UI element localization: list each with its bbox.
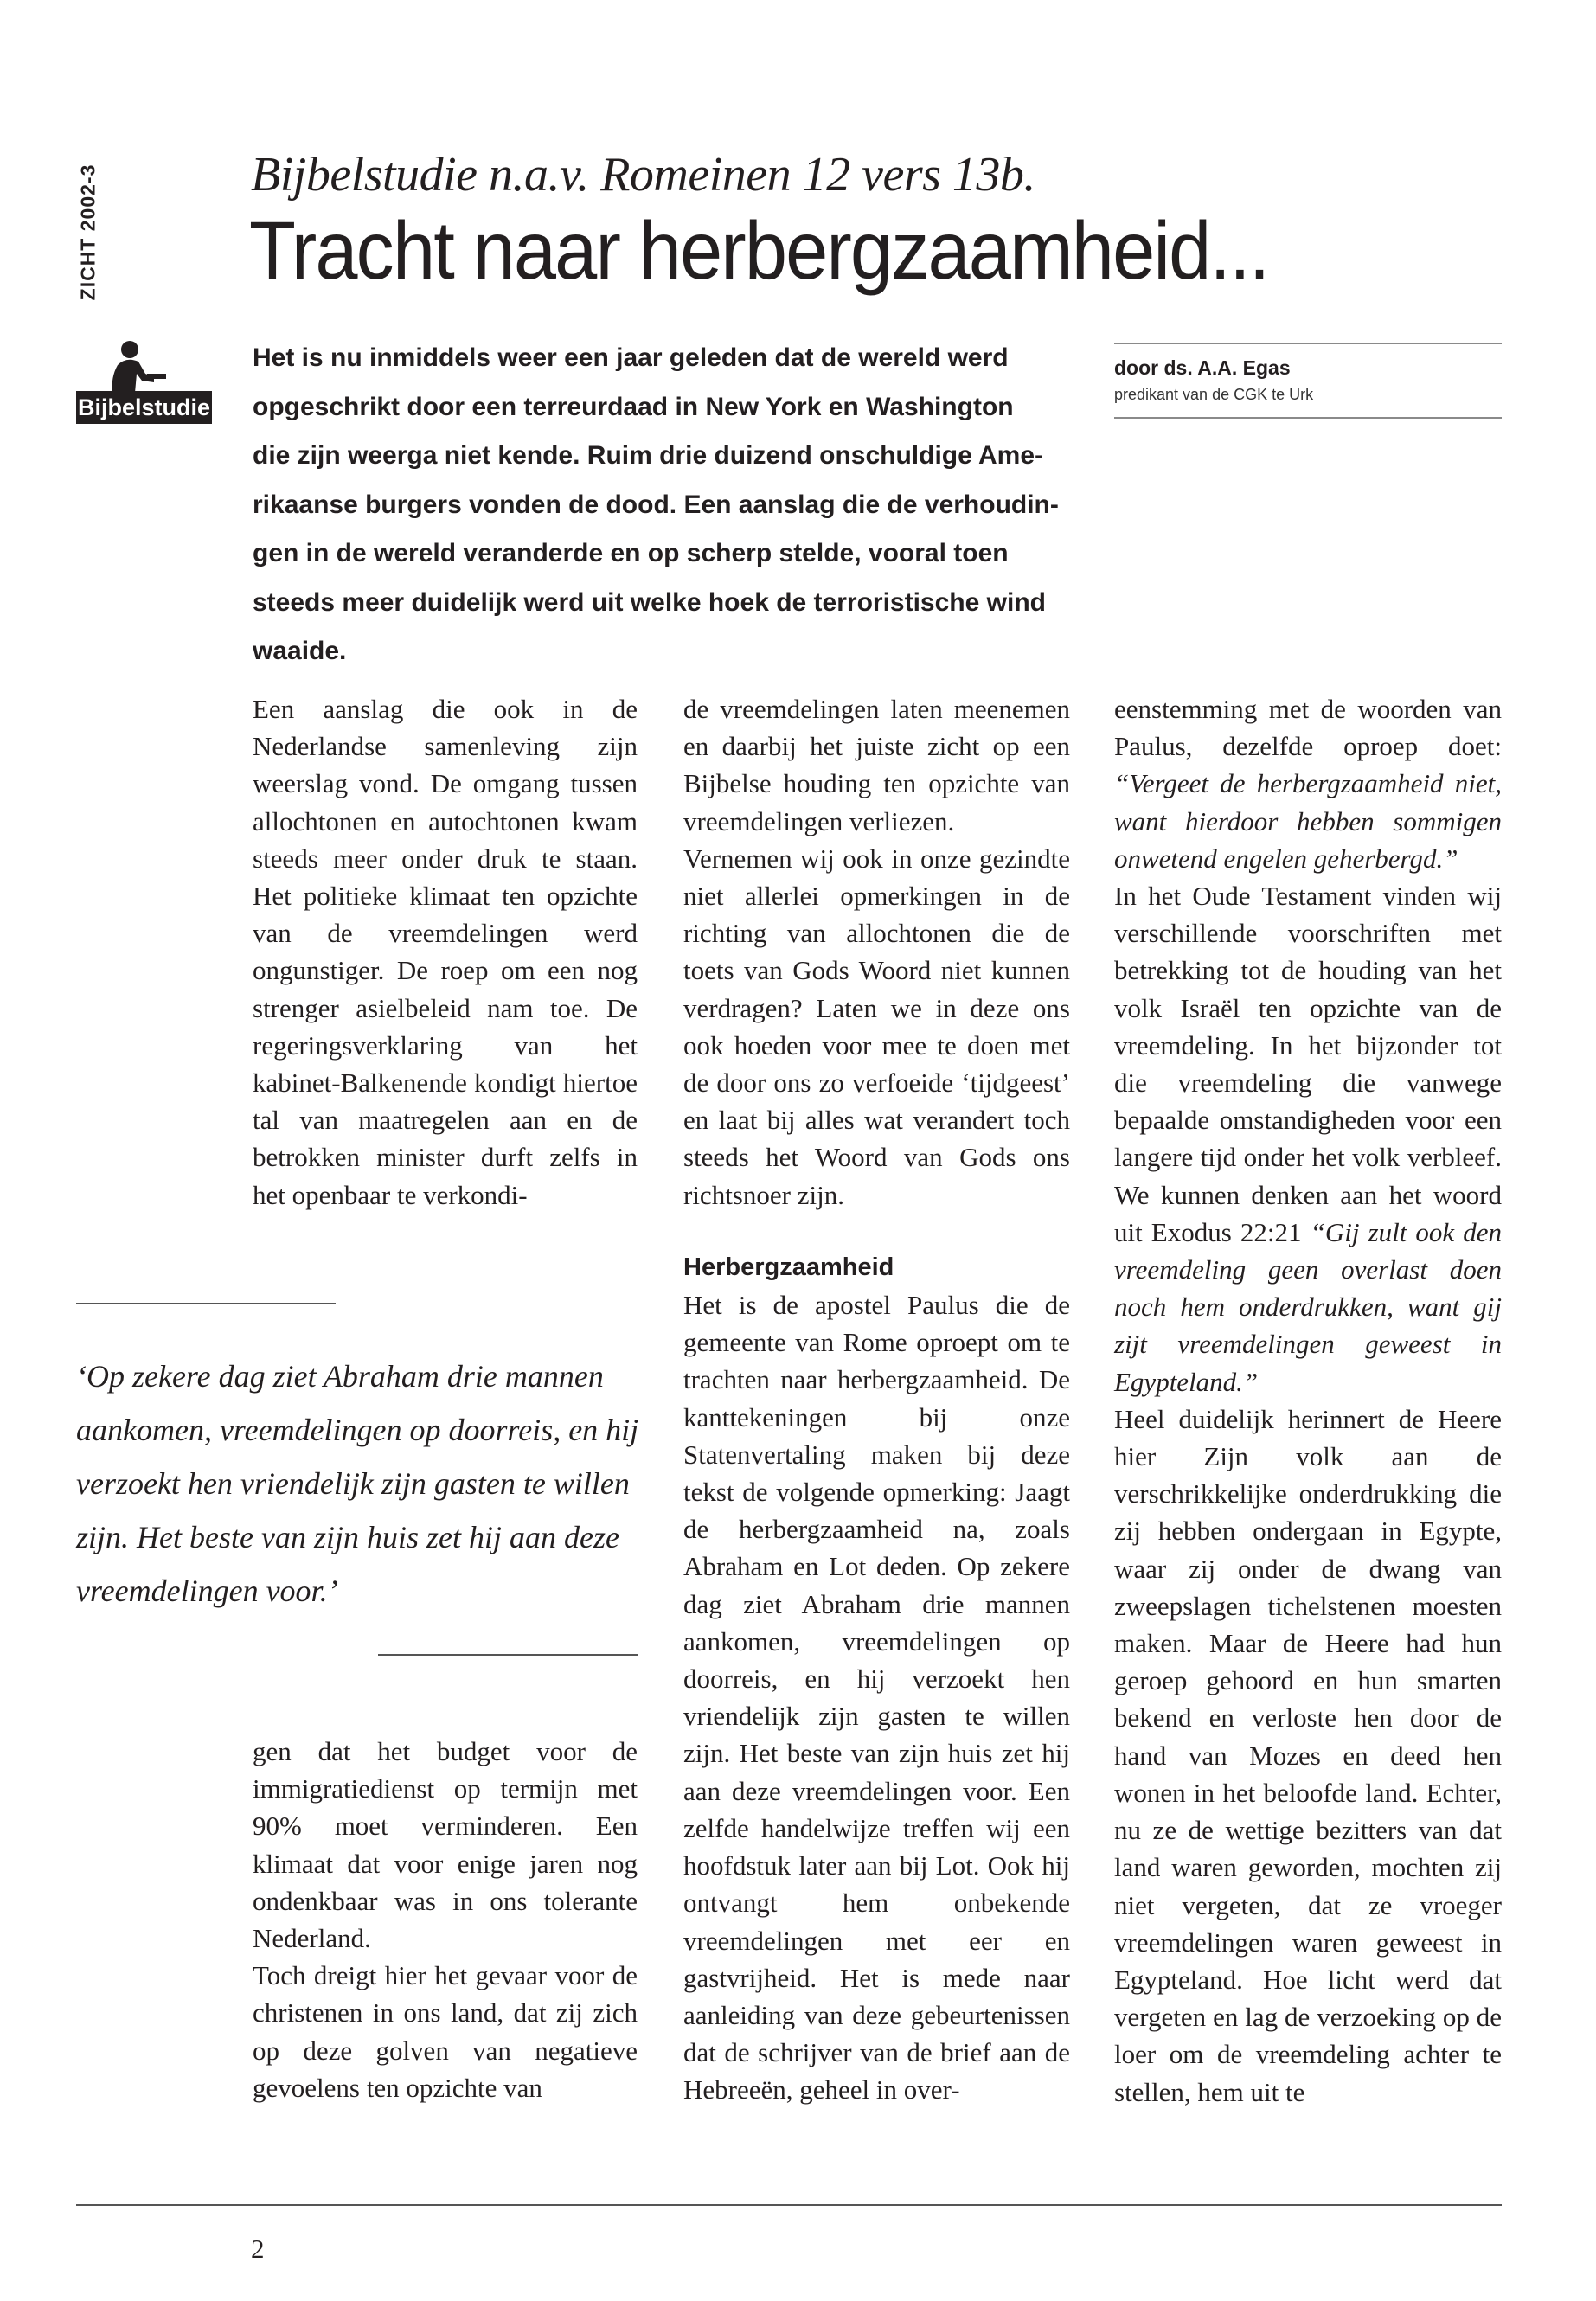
pullquote-rule-top	[76, 1303, 336, 1304]
author-name: door ds. A.A. Egas	[1114, 356, 1291, 379]
body-paragraph: Toch dreigt hier het gevaar voor de christenen in ons land, dat zij zich op deze golven van negatieve gevoelens ten opzichte van	[253, 1960, 638, 2103]
pullquote-rule-bottom	[378, 1654, 638, 1656]
page-number: 2	[251, 2234, 265, 2264]
lead-line: gen in de wereld veranderde en op scherp stelde, vooral toen	[253, 539, 1009, 567]
section-heading: Herbergzaamheid	[683, 1253, 894, 1281]
lead-line: Het is nu inmiddels weer een jaar geleden dat de wereld werd	[253, 343, 1009, 372]
category-label: Bijbelstudie	[76, 391, 212, 424]
body-paragraph: Een aanslag die ook in de Nederlandse samenleving zijn weerslag vond. De omgang tussen allochtonen en autochtonen kwam steeds meer onder druk te staan. Het politieke klimaat ten opzichte van de vreemdelingen werd ongunstiger. De roep om een nog strenger asielbeleid nam toe. De regeringsverklaring van het kabinet-Balkenende kondigt hiertoe tal van maatregelen aan en de betrokken minister durft zelfs in het openbaar te verkondi-	[253, 694, 638, 1210]
article-lead	[253, 334, 1073, 676]
column-3	[1114, 690, 1502, 2111]
article-subtitle: Bijbelstudie n.a.v. Romeinen 12 vers 13b.	[251, 148, 1035, 202]
category-badge	[76, 339, 215, 429]
lead-line: waaide.	[253, 637, 347, 665]
body-paragraph	[1114, 877, 1502, 1400]
body-paragraph: gen dat het budget voor de immigratiedienst op termijn met 90% moet verminderen. Een klimaat dat voor enige jaren nog ondenkbaar was in ons tolerante Nederland.	[253, 1736, 638, 1954]
author-role: predikant van de CGK te Urk	[1114, 386, 1314, 403]
body-paragraph: Heel duidelijk herinnert de Heere hier Zijn volk aan de verschrikkelijke onderdrukking die zij hebben ondergaan in Egypte, waar zij onder de dwang van zweepslagen tichelstenen moesten maken. Maar de Heere had hun geroep gehoord en hun smarten bekend en verloste hen door de hand van Mozes en deed hen wonen in het beloofde land. Echter, nu ze de wettige bezitters van dat land waren geworden, mochten zij niet vergeten, dat ze vroeger vreemdelingen waren geweest in Egypteland. Hoe licht werd dat vergeten en lag de verzoeking op de loer om de vreemdeling achter te stellen, hem uit te	[1114, 1403, 1502, 2107]
pullquote: ‘Op zekere dag ziet Abraham drie mannen aankomen, vreemdelingen op doorreis, en hij verzoekt hen vriendelijk zijn gasten te willen zijn. Het beste van zijn huis zet hij aan deze vreemdelingen voor.’	[76, 1359, 639, 1608]
reading-person-icon	[100, 339, 178, 393]
column-1-bottom	[253, 1733, 638, 2106]
lead-line: rikaanse burgers vonden de dood. Een aanslag die de verhoudin-	[253, 490, 1059, 519]
author-byline	[1114, 343, 1502, 419]
journal-issue-text: ZICHT 2002-3	[76, 163, 99, 300]
paragraph-text: eenstemming met de woorden van Paulus, dezelfde oproep doet:	[1114, 694, 1502, 762]
lead-line: die zijn weerga niet kende. Ruim drie duizend onschuldige Ame-	[253, 441, 1044, 470]
scripture-quote: “Vergeet de herbergzaamheid niet, want hierdoor hebben sommigen onwetend engelen geherbergd.”	[1114, 768, 1502, 874]
body-paragraph: Het is de apostel Paulus die de gemeente van Rome oproept om te trachten naar herbergzaamheid. De kanttekeningen bij onze Statenvertaling maken bij deze tekst de volgende opmerking: Jaagt de herbergzaamheid na, zoals Abraham en Lot deden. Op zekere dag ziet Abraham drie mannen aankomen, vreemdelingen op doorreis, en hij verzoekt hen vriendelijk zijn gasten te willen zijn. Het beste van zijn huis zet hij aan deze vreemdelingen voor. Een zelfde handelwijze treffen wij een hoofdstuk later aan bij Lot. Ook hij ontvangt hem onbekende vreemdelingen met eer en gastvrijheid. Het is mede naar aanleiding van deze gebeurtenissen dat de schrijver van de brief aan de Hebreeën, geheel in over-	[683, 1290, 1070, 2106]
lead-line: steeds meer duidelijk werd uit welke hoek de terroristische wind	[253, 587, 1046, 617]
lead-line: opgeschrikt door een terreurdaad in New York en Washington	[253, 392, 1014, 421]
column-2	[683, 690, 1070, 2109]
scripture-quote: “Gij zult ook den vreemdeling geen overlast doen noch hem onderdrukken, want gij zijt vreemdelingen geweest in Egypteland.”	[1114, 1216, 1502, 1397]
body-paragraph	[1114, 690, 1502, 877]
journal-issue-label	[71, 154, 106, 310]
column-1-top	[253, 690, 638, 1214]
article-title: Tracht naar herbergzaamheid...	[249, 205, 1269, 297]
body-paragraph: Vernemen wij ook in onze gezindte niet allerlei opmerkingen in de richting van allochtonen die de toets van Gods Woord niet kunnen verdragen? Laten we in deze ons ook hoeden voor mee te doen met de door ons zo verfoeide ‘tijdgeest’ en laat bij alles wat verandert toch steeds het Woord van Gods ons richtsnoer zijn.	[683, 843, 1070, 1210]
paragraph-text: In het Oude Testament vinden wij verschillende voorschriften met betrekking tot de houding van het volk Israël ten opzichte van de vreemdeling. In het bijzonder tot die vreemdeling die vanwege bepaalde omstandigheden voor een langere tijd onder het volk verbleef. We kunnen denken aan het woord uit Exodus 22:21	[1114, 881, 1502, 1247]
footer-rule	[76, 2204, 1502, 2206]
body-paragraph: de vreemdelingen laten meenemen en daarbij het juiste zicht op een Bijbelse houding ten opzichte van vreemdelingen verliezen.	[683, 694, 1070, 836]
